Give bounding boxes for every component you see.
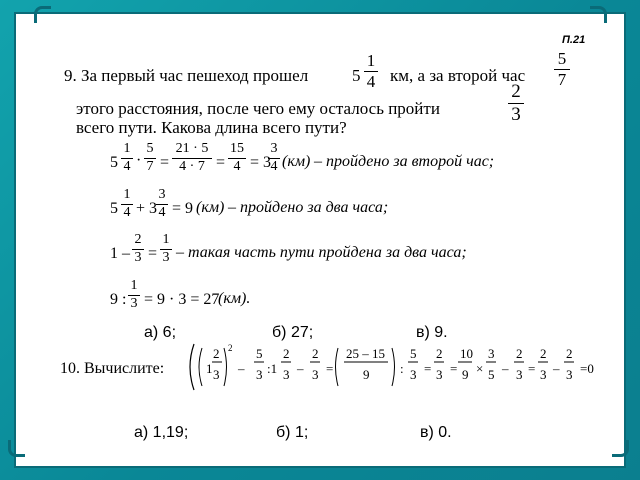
sol1-dot: · — [136, 152, 142, 169]
problem9-line1-a: 9. За первый час пешеход прошел — [64, 66, 309, 85]
svg-text:3: 3 — [566, 367, 573, 382]
sol4-frac1 — [128, 279, 140, 311]
corner-top-left — [34, 6, 51, 23]
svg-text:=: = — [424, 361, 432, 376]
sol1-frac5 — [268, 142, 280, 174]
svg-text:2: 2 — [283, 346, 290, 361]
svg-text:2: 2 — [312, 346, 319, 361]
sol2-frac1 — [121, 188, 133, 220]
corner-bottom-right — [612, 440, 629, 457]
sol1-f1n: 1 — [123, 141, 131, 156]
sol3-lhs: 1 – — [110, 245, 130, 262]
problem9-line1-b: км, а за второй час — [390, 66, 526, 85]
svg-text:3: 3 — [283, 367, 290, 382]
sol4-f1n: 1 — [130, 278, 138, 293]
sol1-f5n: 3 — [270, 141, 278, 156]
sol1-frac1 — [121, 142, 133, 174]
svg-text::: : — [400, 361, 404, 376]
corner-top-right — [590, 6, 607, 23]
sol3-f2d: 3 — [162, 249, 170, 265]
sol1-unit: (км) — [282, 153, 311, 170]
frac3-num: 2 — [511, 81, 521, 102]
answer9-a[interactable]: а) 6; — [144, 324, 177, 341]
sol3-eq: = — [148, 245, 158, 262]
sol2-f2n: 3 — [158, 187, 166, 202]
problem9-line3: всего пути. Какова длина всего пути? — [76, 118, 347, 137]
sol4-f1d: 3 — [130, 295, 138, 311]
mixed-whole: 5 — [352, 66, 361, 85]
sol1-eq2: = — [216, 154, 226, 171]
frac3-den: 3 — [511, 103, 521, 125]
sol1-f3n: 21 · 5 — [175, 141, 209, 156]
sol1-frac2 — [144, 142, 156, 174]
sol1-f2n: 5 — [146, 141, 154, 156]
svg-text:3: 3 — [540, 367, 547, 382]
svg-text:–: – — [553, 361, 560, 376]
svg-text:5: 5 — [256, 346, 263, 361]
svg-text:=: = — [528, 361, 536, 376]
remaining-fraction — [508, 82, 524, 125]
svg-text::1: :1 — [267, 361, 278, 376]
page-label: П.21 — [562, 34, 586, 46]
svg-text:3: 3 — [410, 367, 417, 382]
svg-text:5: 5 — [410, 346, 417, 361]
answer9-c[interactable]: в) 9. — [416, 324, 448, 341]
corner-bottom-left — [8, 440, 25, 457]
answer10-a[interactable]: а) 1,19; — [134, 424, 189, 441]
sol2-frac2 — [156, 188, 168, 220]
sol4-rest: = 9 · 3 = 27 — [144, 291, 220, 308]
mixed-num: 1 — [366, 51, 376, 70]
answer10-b[interactable]: б) 1; — [276, 424, 309, 441]
sol1-frac4 — [228, 142, 246, 174]
answer9-b[interactable]: б) 27; — [272, 324, 314, 341]
mixed-fraction — [364, 52, 378, 91]
svg-text:2: 2 — [213, 346, 220, 361]
sol2-whole: 5 — [110, 200, 118, 217]
svg-text:3: 3 — [436, 367, 443, 382]
sol2-eq: = 9 — [172, 200, 194, 217]
svg-text:=0: =0 — [580, 361, 594, 376]
sol3-f1n: 2 — [134, 232, 142, 247]
mixed-den: 4 — [366, 71, 376, 91]
sol1-f4n: 15 — [230, 141, 244, 156]
problem10-label: 10. Вычислите: — [60, 360, 165, 377]
svg-text:1: 1 — [206, 361, 213, 376]
svg-text:9: 9 — [462, 367, 469, 382]
frac2-den: 7 — [557, 69, 567, 89]
frac2-num: 5 — [557, 49, 567, 68]
svg-text:×: × — [476, 361, 484, 376]
sol1-f5d: 4 — [270, 158, 278, 174]
sol3-f1d: 3 — [134, 249, 142, 265]
sol3-f2n: 1 — [162, 232, 170, 247]
svg-text:25 – 15: 25 – 15 — [346, 346, 385, 361]
sol1-whole: 5 — [110, 154, 118, 171]
svg-text:10: 10 — [460, 346, 473, 361]
sol1-eq1: = — [160, 154, 170, 171]
svg-text:2: 2 — [566, 346, 573, 361]
sol1-f2d: 7 — [146, 158, 154, 174]
sol1-f4d: 4 — [233, 158, 241, 174]
svg-text:=: = — [450, 361, 458, 376]
svg-text:2: 2 — [436, 346, 443, 361]
sol1-frac3 — [172, 142, 212, 174]
sol2-unit: (км) — [196, 199, 225, 216]
svg-text:–: – — [502, 361, 509, 376]
second-hour-fraction — [554, 50, 570, 89]
svg-text:5: 5 — [488, 367, 495, 382]
svg-text:3: 3 — [312, 367, 319, 382]
sol2-plus: + 3 — [136, 200, 158, 217]
svg-text:3: 3 — [213, 367, 220, 382]
svg-text:=: = — [326, 361, 334, 376]
sol1-text: – пройдено за второй час; — [314, 153, 495, 170]
svg-text:2: 2 — [540, 346, 547, 361]
sol3-frac2 — [160, 233, 172, 265]
sol1-f1d: 4 — [123, 158, 131, 174]
sol2-f2d: 4 — [158, 204, 166, 220]
sol4-lhs: 9 : — [110, 291, 127, 308]
sol3-frac1 — [132, 233, 144, 265]
svg-text:2: 2 — [228, 343, 233, 353]
svg-text:3: 3 — [488, 346, 495, 361]
sol2-text: – пройдено за два часа; — [228, 199, 389, 216]
answer10-c[interactable]: в) 0. — [420, 424, 452, 441]
svg-text:3: 3 — [516, 367, 523, 382]
sol4-unit: (км). — [218, 290, 251, 307]
svg-text:–: – — [297, 361, 304, 376]
sol2-f1n: 1 — [123, 187, 131, 202]
sol2-f1d: 4 — [123, 204, 131, 220]
sol1-f3d: 4 · 7 — [179, 158, 205, 174]
problem10-expression — [188, 342, 608, 392]
svg-text:–: – — [238, 361, 245, 376]
svg-text:2: 2 — [516, 346, 523, 361]
problem9-line2: этого расстояния, после чего ему осталось пройти — [76, 99, 440, 118]
svg-text:3: 3 — [256, 367, 263, 382]
sol1-eq3: = 3 — [250, 154, 272, 171]
sol3-text: – такая часть пути пройдена за два часа; — [176, 244, 467, 261]
svg-text:9: 9 — [363, 367, 370, 382]
